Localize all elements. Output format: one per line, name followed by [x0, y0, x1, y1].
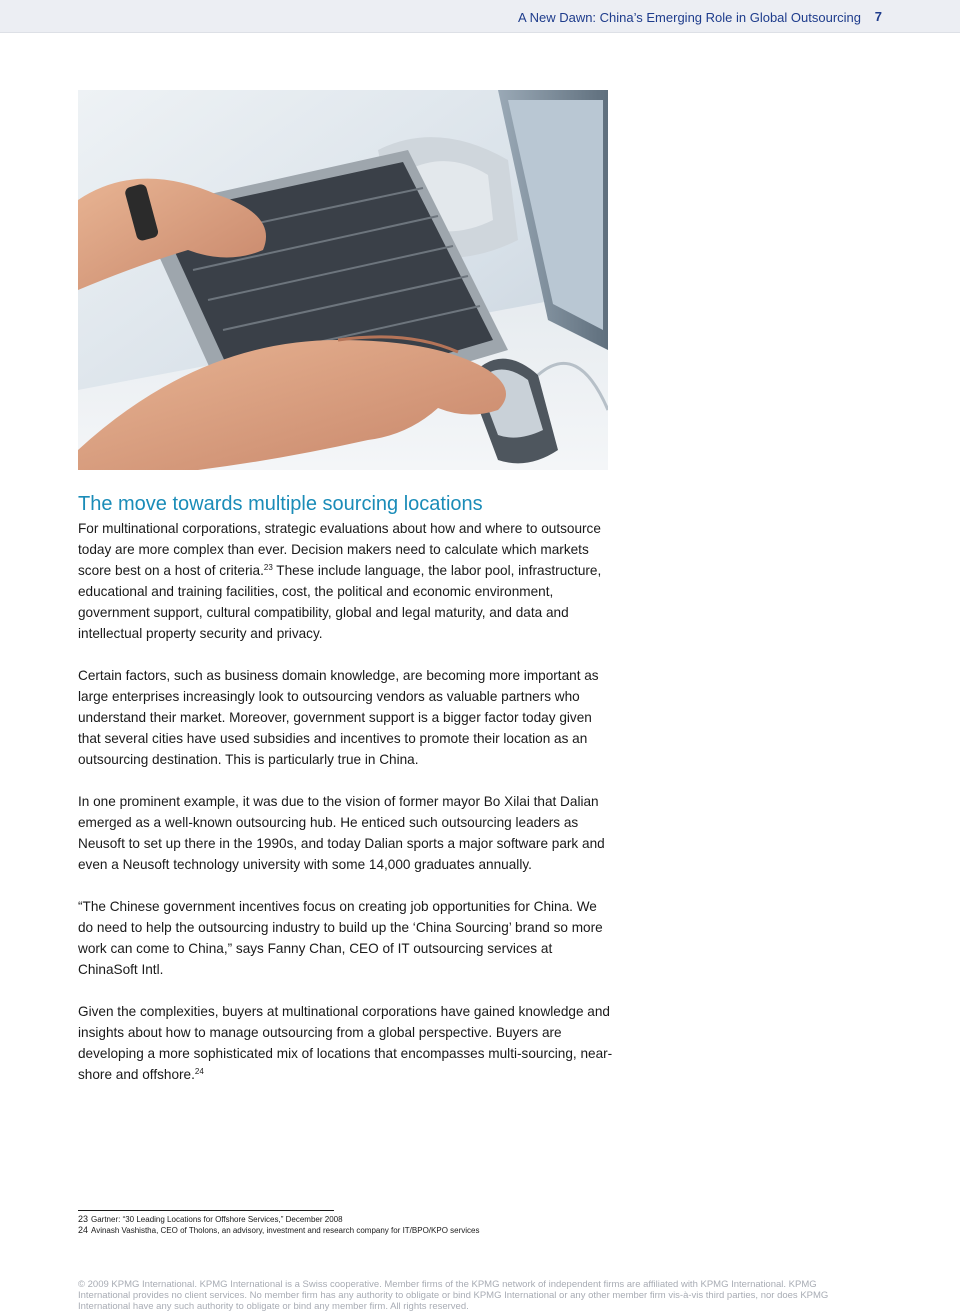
footnote-24	[78, 1225, 698, 1236]
running-header-title: A New Dawn: China’s Emerging Role in Global Outsourcing	[518, 10, 861, 25]
footnote-ref-24[interactable]: 24	[194, 1067, 204, 1076]
footnote-divider	[78, 1210, 334, 1211]
article-body	[78, 518, 614, 1106]
paragraph-4-quote: “The Chinese government incentives focus on creating job opportunities for China. We do need to help the outsourcing industry to build up the ‘China Sourcing’ brand so more work can come to China,” says Fanny Chan, CEO of IT outsourcing services at ChinaSoft Intl.	[78, 899, 603, 977]
running-header	[0, 0, 960, 33]
copyright-notice: © 2009 KPMG International. KPMG International is a Swiss cooperative. Member firms of the KPMG network of independent firms are affiliated with KPMG International. KPMG International provides no client services. No member firm has any authority to obligate or bind KPMG International or any other member firm vis-à-vis third parties, nor does KPMG International have any such authority to obligate or bind any member firm. All rights reserved.	[78, 1279, 829, 1312]
paragraph-3: In one prominent example, it was due to the vision of former mayor Bo Xilai that Dalian emerged as a well-known outsourcing hub. He enticed such outsourcing leaders as Neusoft to set up there in the 1990s, and today Dalian sports a major software park and even a Neusoft technology university with some 14,000 graduates annually.	[78, 794, 605, 872]
hand-on-keyboard-and-mouse-photo	[78, 90, 608, 470]
footnote-23	[78, 1214, 698, 1225]
paragraph-1	[78, 518, 614, 644]
footnote-ref-23[interactable]: 23	[263, 563, 273, 572]
paragraph-5	[78, 1001, 614, 1085]
page-number: 7	[874, 9, 882, 24]
paragraph-1-text-b: These include language, the labor pool, infrastructure, educational and training facilities, cost, the political and economic environment, government support, cultural compatibility, global and legal maturity, and data and intellectual property security and privacy.	[78, 563, 602, 641]
footnote-text: Avinash Vashistha, CEO of Tholons, an advisory, investment and research company for IT/BPO/KPO services	[91, 1226, 480, 1235]
footnote-text: Gartner: “30 Leading Locations for Offshore Services,” December 2008	[91, 1215, 343, 1224]
footnote-number: 23	[78, 1214, 89, 1224]
section-title: The move towards multiple sourcing locations	[78, 493, 483, 515]
footnotes	[78, 1214, 698, 1236]
paragraph-1-text-a: For multinational corporations, strategic evaluations about how and where to outsource today are more complex than ever. Decision makers need to calculate which markets score best on a host of criteria.	[78, 521, 601, 578]
paragraph-2: Certain factors, such as business domain knowledge, are becoming more important as large enterprises increasingly look to outsourcing vendors as valuable partners who understand their market. Moreover, government support is a bigger factor today given that several cities have used subsidies and incentives to promote their location as an outsourcing destination. This is particularly true in China.	[78, 668, 599, 767]
footnote-number: 24	[78, 1225, 89, 1235]
paragraph-5-text: Given the complexities, buyers at multinational corporations have gained knowledge and insights about how to manage outsourcing from a global perspective. Buyers are developing a more sophisticated mix of locations that encompasses multi-sourcing, near-shore and offshore.	[78, 1004, 613, 1082]
